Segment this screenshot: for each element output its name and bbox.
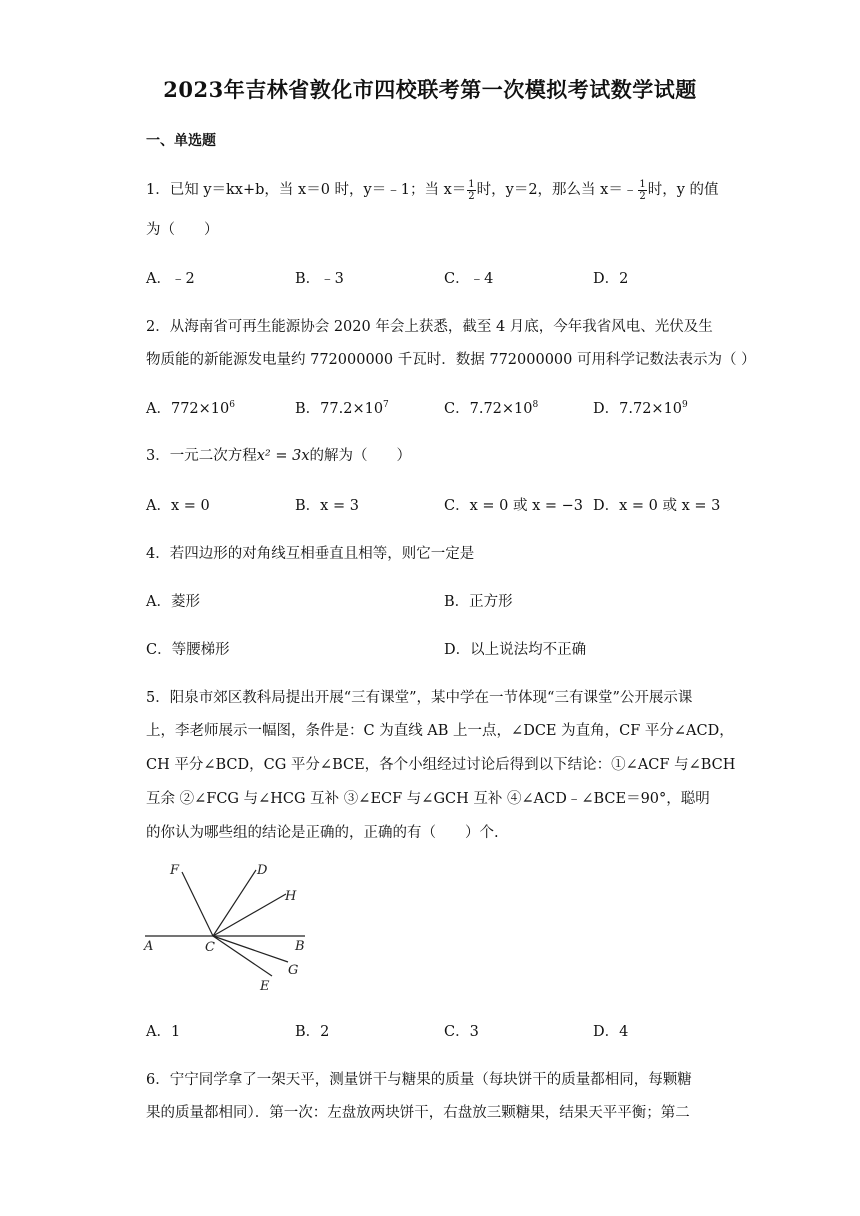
- option-exponent: 7: [383, 400, 389, 411]
- q2-option-c[interactable]: [444, 397, 538, 418]
- q4-option-a[interactable]: A．菱形: [146, 594, 200, 610]
- q3-equation: x² = 3x: [256, 448, 310, 464]
- option-base: 7.72×10: [619, 401, 683, 417]
- q5-option-b[interactable]: B．2: [295, 1024, 330, 1040]
- ray-ce: [213, 936, 272, 976]
- label-b: B: [295, 939, 305, 954]
- q4-option-c[interactable]: C．等腰梯形: [146, 642, 230, 658]
- option-exponent: 6: [229, 400, 235, 411]
- label-h: H: [285, 889, 297, 904]
- q2-line1: 2．从海南省可再生能源协会 2020 年会上获悉，截至 4 月底，今年我省风电、光伏及生: [146, 319, 713, 335]
- q1-text-b: 时，y＝2，那么当 x＝﹣: [476, 182, 638, 198]
- option-label: D．: [593, 401, 620, 417]
- angle-figure: [140, 858, 320, 998]
- q3-line1: [146, 444, 411, 465]
- q1-text-c: 时，y 的值: [647, 182, 719, 198]
- q5-line4: 互余 ②∠FCG 与∠HCG 互补 ③∠ECF 与∠GCH 互补 ④∠ACD﹣∠BCE＝90°，聪明: [146, 791, 710, 807]
- option-base: 7.72×10: [469, 401, 533, 417]
- q1-option-a[interactable]: A．﹣2: [146, 271, 195, 287]
- ray-cf: [182, 872, 213, 936]
- fraction: [467, 179, 475, 202]
- q5-line5: 的你认为哪些组的结论是正确的，正确的有（ ）个.: [146, 825, 499, 841]
- q3-text-b: 的解为（ ）: [309, 448, 411, 464]
- q6-line2: 果的质量都相同）．第一次：左盘放两块饼干，右盘放三颗糖果，结果天平平衡；第二: [146, 1105, 690, 1121]
- q1-option-c[interactable]: C．﹣4: [444, 271, 494, 287]
- q2-option-b[interactable]: [295, 397, 389, 418]
- page-title: 2023年吉林省敦化市四校联考第一次模拟考试数学试题: [163, 77, 697, 102]
- fraction-denominator: 2: [468, 190, 475, 202]
- option-label: A．: [146, 401, 171, 417]
- option-base: 772×10: [170, 401, 230, 417]
- q5-option-c[interactable]: C．3: [444, 1024, 479, 1040]
- q3-text-a: 3．一元二次方程: [146, 448, 257, 464]
- q2-line2: 物质能的新能源发电量约 772000000 千瓦时．数据 772000000 可用科学记数法表示为（ ）: [146, 352, 756, 368]
- ray-cg: [213, 936, 288, 962]
- q6-line1: 6．宁宁同学拿了一架天平，测量饼干与糖果的质量（每块饼干的质量都相同，每颗糖: [146, 1072, 692, 1088]
- q3-option-c[interactable]: C．x = 0 或 x = −3: [444, 498, 584, 514]
- q3-option-a[interactable]: A．x = 0: [146, 498, 210, 514]
- label-c: C: [205, 940, 215, 955]
- ray-ch: [213, 894, 286, 936]
- q3-option-b[interactable]: B．x = 3: [295, 498, 359, 514]
- q4-option-d[interactable]: D．以上说法均不正确: [444, 642, 587, 658]
- fraction: [638, 179, 646, 202]
- label-g: G: [288, 963, 299, 978]
- option-label: C．: [444, 401, 470, 417]
- q5-line3: CH 平分∠BCD，CG 平分∠BCE，各个小组经过讨论后得到以下结论：①∠ACF 与∠BCH: [146, 757, 736, 773]
- q1-line2: 为（ ）: [146, 222, 219, 238]
- q4-option-b[interactable]: B．正方形: [444, 594, 513, 610]
- fraction-numerator: 1: [468, 178, 475, 190]
- label-a: A: [144, 939, 154, 954]
- option-exponent: 9: [682, 400, 688, 411]
- section-heading: 一、单选题: [146, 133, 216, 149]
- q5-line1: 5．阳泉市郊区教科局提出开展“三有课堂”，某中学在一节体现“三有课堂”公开展示课: [146, 690, 693, 706]
- q2-option-a[interactable]: [146, 397, 235, 418]
- q3-option-d[interactable]: D．x = 0 或 x = 3: [593, 498, 721, 514]
- q1-text-a: 1．已知 y＝kx+b，当 x＝0 时，y＝﹣1；当 x＝: [146, 182, 467, 198]
- label-e: E: [260, 979, 270, 994]
- q5-option-a[interactable]: A．1: [146, 1024, 181, 1040]
- q5-option-d[interactable]: D．4: [593, 1024, 629, 1040]
- q1-option-b[interactable]: B．﹣3: [295, 271, 344, 287]
- q1-line1: [146, 178, 719, 202]
- label-d: D: [257, 863, 268, 878]
- q1-option-d[interactable]: D．2: [593, 271, 629, 287]
- ray-cd: [213, 870, 256, 936]
- q4-line1: 4．若四边形的对角线互相垂直且相等，则它一定是: [146, 546, 475, 562]
- q2-option-d[interactable]: [593, 397, 688, 418]
- fraction-denominator: 2: [639, 190, 646, 202]
- fraction-numerator: 1: [639, 178, 646, 190]
- option-exponent: 8: [532, 400, 539, 411]
- option-label: B．: [295, 401, 321, 417]
- option-base: 77.2×10: [320, 401, 384, 417]
- q5-line2: 上，李老师展示一幅图，条件是：C 为直线 AB 上一点，∠DCE 为直角，CF 平分∠ACD，: [146, 723, 734, 739]
- label-f: F: [170, 863, 180, 878]
